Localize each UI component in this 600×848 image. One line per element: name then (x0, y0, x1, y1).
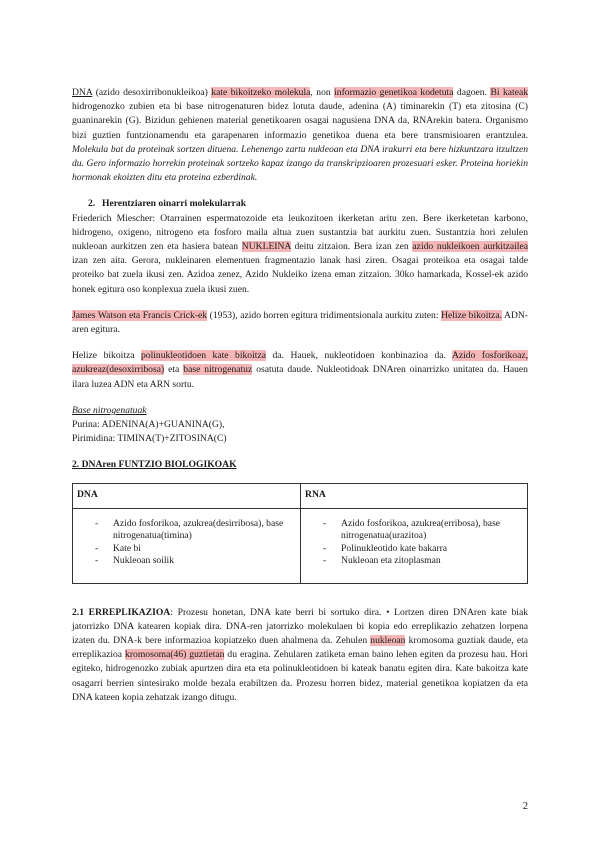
list-item: - Kate bi (77, 543, 296, 556)
highlight-chromosomes: kromosoma(46) guztietan (125, 649, 225, 661)
text-run: da. Hauek, nukleotidoen konbinazioa da. (265, 350, 452, 362)
text-run: (azido desoxirribonukleikoa) (92, 87, 212, 98)
table-header-dna: DNA (73, 483, 301, 508)
text-run: osatuta daude. Nukleotidoak DNAren oinarrizko unitatea da. Hauen ilara luzea ADN eta ARN sortu. (72, 364, 528, 390)
highlight-two-strands: Bi kateak (490, 87, 529, 98)
text-run: Friederich Miescher: Otarrainen espermatozoide eta leukozitoen ikerketan aritu zen. Bere ikerketetan karbono, hidrogeno, oxigeno, nitrogeno eta fosforo maila altua zuen sustantzia bat aurkitu zuen. Sustantzia hori zelulen nukleoan aurkitzen zen eta hasiera batean (72, 212, 528, 253)
paragraph-dna-intro (72, 86, 528, 185)
heading-number: 2. (88, 198, 96, 210)
text-run: Helize bikoitza (72, 350, 141, 362)
section-heading-herentzia (72, 197, 528, 211)
section-heading-functions: 2. DNAren FUNTZIO BIOLOGIKOAK (72, 459, 237, 471)
pirimidina-line: Pirimidina: TIMINA(T)+ZITOSINA(C) (72, 433, 227, 445)
table-cell-rna (301, 508, 528, 583)
text-run: : Prozesu honetan, DNA kate berri bi sortuko dira. • Lortzen diren DNAren kate biak jatorrizko DNA katearen kopiak dira. DNA-ren jatorrizko molekulaen bi kopia edo erreplikazio zehatzen lorpena izaten du. DNA-k bere informazioa kopiatzeko duen ahalmena da. Zehulen (72, 606, 529, 647)
list-item: - Nukleoan soilik (77, 555, 296, 568)
list-item: - Polinukleotido kate bakarra (305, 543, 523, 556)
purina-line: Purina: ADENINA(A)+GUANINA(G), (72, 419, 225, 431)
paragraph-miescher (72, 212, 528, 297)
highlight-nucleus: nukleoan (370, 635, 406, 647)
text-run: (1953), azido horren egitura tridimentsionala aurkitu zuten: (207, 309, 442, 321)
list-item: - Nukleoan eta zitoplasman (305, 555, 523, 568)
replication-title: 2.1 ERREPLIKAZIOA (72, 606, 171, 618)
highlight-polynucleotide: polinukleotidoen kate bikoitza (141, 350, 266, 362)
table-cell-dna (73, 508, 301, 583)
highlight-nukleina: NUKLEINA (241, 241, 291, 253)
highlight-double-helix: Helize bikoitza. (441, 309, 502, 321)
text-run: kromosoma guztiak daude, eta erreplikazioa (72, 635, 529, 661)
dna-term: DNA (72, 87, 93, 98)
bases-title: Base nitrogenatuak (72, 404, 147, 416)
paragraph-helix (72, 349, 528, 392)
highlight-genetic-info: informazio genetikoa kodetuta (334, 87, 454, 98)
text-run: deitu zitzaion. Bera izan zen (290, 241, 413, 253)
highlight-phosphoric-acid: Azido fosforikoaz, azukreaz(desoxirribosa) (72, 350, 528, 376)
page-number: 2 (522, 801, 528, 812)
text-run: dagoen. (453, 87, 491, 98)
text-run: , non (310, 87, 335, 98)
italic-note: Molekula bat da proteinak sortzen dituena. Lehenengo zartu nukleoan eta DNA irakurri eta bere hizkuntzara itzultzen du. Gero informazio horrekin proteinak sortzeko kapaz izango da transkripzioaren prozesuari esker. Proteina horiekin hormonak ekoizten ditu eta proteina ezberdinak. (72, 143, 528, 184)
text-run: izan zen aita. Gerora, nukleinaren elementuen fragmentazio lanak hasi ziren. Osagai proteikoa eta osagai talde proteiko bat zuela ikusi zen. Azidoa zenez, Azido Nukleiko izena eman zitzaion. 30ko hamarkada, Kossel-ek azido honek egitura oso konplexua zuela ikusi zuen. (72, 255, 528, 295)
highlight-discoverer: azido nukleikoen aurkitzailea (412, 241, 528, 253)
highlight-nitrogen-base: base nitrogenatuz (183, 364, 253, 376)
page-content (72, 86, 528, 705)
list-item: - Azido fosforikoa, azukrea(desirribosa), base nitrogenatua(timina) (77, 518, 296, 543)
text-run: ADN-aren egitura. (72, 309, 529, 336)
highlight-watson-crick: James Watson eta Francis Crick-ek (72, 309, 208, 321)
table-header-rna: RNA (301, 483, 528, 508)
list-item: - Azido fosforikoa, azukrea(erribosa), base nitrogenatua(urazitoa) (305, 518, 523, 543)
highlight-double-strand: kate bikoitzeko molekula (211, 87, 311, 98)
dna-rna-table (72, 483, 528, 584)
text-run: eta (164, 364, 184, 376)
paragraph-replication (72, 606, 528, 705)
heading-title: Herentziaren oinarri molekularrak (102, 198, 247, 210)
paragraph-watson-crick (72, 309, 528, 337)
text-run: du eragina. Zehularen zatiketa eman baino lehen egiten da prozesu hau. Hori egiteko, hidrogenozko zubiak apurtzen dira eta eta polinukleotidoen bi kateak banatu egiten dira. Kate bakoitza kate osagarri berrien sintesirako molde bezala erabiltzen da. Prozesu horren bidez, material genetikoa kopiatzen da eta DNA kateen kopia zehatzak izango ditugu. (72, 649, 529, 703)
text-run: hidrogenozko zubien eta bi base nitrogenaturen bidez lotuta daude, adenina (A) timinarekin (T) eta zitosina (C) guaninarekin (G). Bizidun gehienen material genetikoaren osagai nagusiena DNA da, RNArekin batera. Organismo bizi guztien funtzionamendu eta garapenaren informazio genetikoa duena eta bere transmisioaren erantzulea. (72, 101, 528, 141)
